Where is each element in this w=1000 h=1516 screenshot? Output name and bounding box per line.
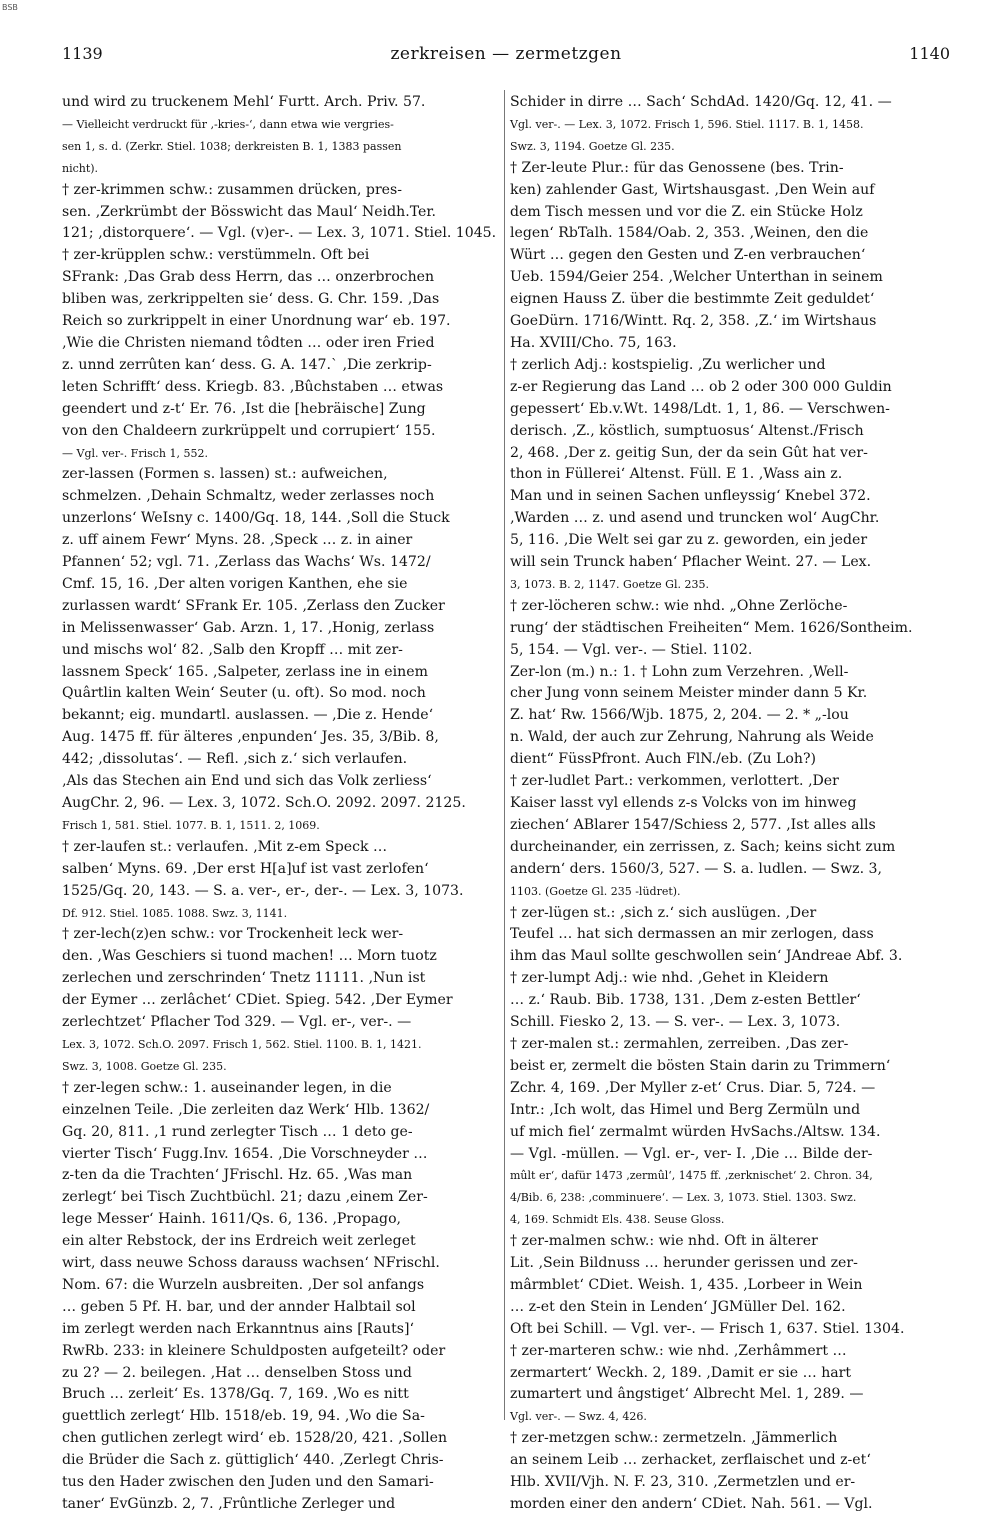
library-stamp: BSB: [2, 3, 18, 12]
text-line: Swz. 3, 1008. Goetze Gl. 235.: [62, 1059, 227, 1073]
text-line: SFrank: ‚Das Grab dess Herrn, das … onzerbrochen: [62, 269, 435, 286]
text-line: rung‘ der städtischen Freiheiten“ Mem. 1626/Sontheim.: [510, 619, 913, 636]
text-line: n. Wald, der auch zur Zehrung, Nahrung als Weide: [510, 729, 874, 746]
text-line: einzelnen Teile. ‚Die zerleiten daz Werk‘ Hlb. 1362/: [62, 1101, 430, 1118]
text-line: leten Schrifft‘ dess. Kriegb. 83. ‚Bûchstaben … etwas: [62, 378, 444, 395]
text-line: morden einer den andern‘ CDiet. Nah. 561. — Vgl.: [510, 1496, 873, 1512]
text-line: chen gutlichen zerlegt wird‘ eb. 1528/20, 421. ‚Sollen: [62, 1430, 448, 1447]
text-line: mârmblet‘ CDiet. Weish. 1, 435. ‚Lorbeer in Wein: [510, 1276, 863, 1293]
text-line: Nom. 67: die Wurzeln ausbreiten. ‚Der sol anfangs: [62, 1276, 425, 1293]
text-line: die Brüder die Sach z. güttiglich‘ 440. ‚Zerlegt Chris-: [62, 1452, 444, 1469]
text-line: lege Messer‘ Hainh. 1611/Qs. 6, 136. ‚Propago,: [62, 1211, 402, 1228]
text-line: † zer-löcheren schw.: wie nhd. „Ohne Zerlöche-: [510, 597, 848, 614]
text-line: Aug. 1475 ff. für älteres ‚enpunden‘ Jes. 35, 3/Bib. 8,: [62, 729, 439, 746]
text-line: Zer-lon (m.) n.: 1. † Lohn zum Verzehren. ‚Well-: [510, 663, 849, 680]
text-line: der Eymer … zerlâchet‘ CDiet. Spieg. 542. ‚Der Eymer: [62, 992, 453, 1009]
text-line: Kaiser lasst vyl ellends z-s Volcks von im hinweg: [510, 795, 857, 811]
text-line: Bruch … zerleit‘ Es. 1378/Gq. 7, 169. ‚Wo es nitt: [62, 1386, 409, 1403]
text-line: — Vielleicht verdruckt für ‚-kries-‘, dann etwa wie vergries-: [62, 117, 394, 131]
text-line: andern‘ ders. 1560/3, 527. — S. a. ludlen. — Swz. 3,: [510, 860, 882, 877]
text-line: gepessert‘ Eb.v.Wt. 1498/Ldt. 1, 1, 86. — Verschwen-: [510, 400, 890, 417]
text-line: 442; ‚dissolutas‘. — Refl. ‚sich z.‘ sich verlaufen.: [62, 751, 408, 768]
text-line: z-ten da die Trachten‘ JFrischl. Hz. 65. ‚Was man: [62, 1167, 413, 1184]
text-line: 5, 116. ‚Die Welt sei gar zu z. geworden, ein jeder: [510, 532, 868, 549]
text-line: z. uff ainem Fewr‘ Myns. 28. ‚Speck … z. in ainer: [62, 532, 413, 549]
text-line: Swz. 3, 1194. Goetze Gl. 235.: [510, 139, 675, 153]
text-line: tus den Hader zwischen den Juden und den Samari-: [62, 1474, 434, 1491]
text-line: dient“ FüssPfront. Auch FlN./eb. (Zu Loh?): [510, 751, 817, 768]
page-number-right: 1140: [909, 44, 950, 63]
text-line: in Melissenwasser‘ Gab. Arzn. 1, 17. ‚Honig, zerlass: [62, 619, 435, 636]
text-line: 4/Bib. 6, 238: ‚comminuere‘. — Lex. 3, 1073. Stiel. 1303. Swz.: [510, 1191, 857, 1205]
text-line: † zer-krimmen schw.: zusammen drücken, pres-: [62, 181, 403, 198]
text-line: † zer-marteren schw.: wie nhd. ‚Zerhâmmert …: [510, 1342, 847, 1359]
text-line: salben‘ Myns. 69. ‚Der erst H[a]uf ist vast zerlofen‘: [62, 860, 429, 877]
page-header: [62, 44, 950, 68]
text-line: dem Tisch messen und vor die Z. ein Stücke Holz: [510, 203, 863, 220]
text-line: Schider in dirre … Sach‘ SchdAd. 1420/Gq. 12, 41. —: [510, 94, 892, 110]
text-line: zerlechen und zerschrinden‘ Tnetz 11111. ‚Nun ist: [62, 970, 426, 987]
text-line: sen. ‚Zerkrümbt der Bösswicht das Maul‘ Neidh.Ter.: [62, 203, 437, 220]
text-line: … z-et den Stein in Lenden‘ JGMüller Del. 162.: [510, 1298, 846, 1315]
text-line: will sein Trunck haben‘ Pflacher Weint. 27. — Lex.: [510, 554, 872, 571]
text-line: † zer-legen schw.: 1. auseinander legen, in die: [62, 1079, 392, 1096]
text-line: 1525/Gq. 20, 143. — S. a. ver-, er-, der-. — Lex. 3, 1073.: [62, 882, 464, 899]
text-line: † zer-metzgen schw.: zermetzeln. ‚Jämmerlich: [510, 1430, 838, 1447]
text-line: z-er Regierung das Land … ob 2 oder 300 000 Guldin: [510, 378, 892, 395]
text-line: Lex. 3, 1072. Sch.O. 2097. Frisch 1, 562. Stiel. 1100. B. 1, 1421.: [62, 1037, 422, 1051]
column-divider: [504, 90, 505, 1420]
text-line: Ha. XVIII/Cho. 75, 163.: [510, 334, 677, 351]
text-line: † zer-krüpplen schw.: verstümmeln. Oft bei: [62, 247, 370, 264]
right-column: [510, 92, 950, 1512]
text-line: und wird zu truckenem Mehl‘ Furtt. Arch. Priv. 57.: [62, 94, 426, 110]
text-line: nicht).: [62, 161, 99, 175]
text-line: RwRb. 233: in kleinere Schuldposten aufgeteilt? oder: [62, 1342, 446, 1359]
text-line: thon in Füllerei‘ Altenst. Füll. E 1. ‚Wass ain z.: [510, 466, 843, 483]
text-line: 121; ‚distorquere‘. — Vgl. (v)er-. — Lex. 3, 1071. Stiel. 1045.: [62, 225, 497, 242]
text-line: † zer-malmen schw.: wie nhd. Oft in älterer: [510, 1233, 818, 1250]
text-line: Oft bei Schill. — Vgl. ver-. — Frisch 1, 637. Stiel. 1304.: [510, 1320, 905, 1337]
text-line: Schill. Fiesko 2, 13. — S. ver-. — Lex. 3, 1073.: [510, 1014, 841, 1031]
text-line: AugChr. 2, 96. — Lex. 3, 1072. Sch.O. 2092. 2097. 2125.: [62, 795, 466, 811]
text-line: an seinem Leib … zerhacket, zerflaischet und z-et‘: [510, 1452, 871, 1469]
text-line: Quârtlin kalten Wein‘ Seuter (u. oft). So mod. noch: [62, 685, 426, 702]
text-line: † zer-lech(z)en schw.: vor Trockenheit leck wer-: [62, 926, 404, 943]
text-line: 5, 154. — Vgl. ver-. — Stiel. 1102.: [510, 641, 753, 658]
text-line: vierter Tisch‘ Fugg.Inv. 1654. ‚Die Vorschneyder …: [62, 1145, 428, 1162]
text-line: Würt … gegen den Gesten und Z-en verbrauchen‘: [510, 247, 866, 264]
text-line: ein alter Rebstock, der ins Erdreich weit zerleget: [62, 1233, 416, 1250]
text-line: zerlechtzet‘ Pflacher Tod 329. — Vgl. er-, ver-. —: [62, 1014, 412, 1031]
text-line: Reich so zurkrippelt in einer Unordnung war‘ eb. 197.: [62, 313, 451, 330]
text-line: von den Chaldeern zurkrüppelt und corrupiert‘ 155.: [62, 422, 436, 439]
text-line: legen‘ RbTalh. 1584/Oab. 2, 353. ‚Weinen, den die: [510, 225, 869, 242]
text-line: Lit. ‚Sein Bildnuss … herunder gerissen und zer-: [510, 1255, 858, 1272]
text-line: eignen Hauss Z. über die bestimmte Zeit geduldet‘: [510, 291, 875, 308]
text-line: zerlegt‘ bei Tisch Zuchtbüchl. 21; dazu ‚einem Zer-: [62, 1189, 428, 1206]
text-line: wirt, dass neuwe Schoss darauss wachsen‘ NFrischl.: [62, 1255, 440, 1272]
text-line: Vgl. ver-. — Swz. 4, 426.: [510, 1410, 647, 1424]
text-line: Ueb. 1594/Geier 254. ‚Welcher Unterthan in seinem: [510, 269, 883, 286]
text-line: 4, 169. Schmidt Els. 438. Seuse Gloss.: [510, 1213, 725, 1227]
text-line: ‚Wie die Christen niemand tôdten … oder iren Fried: [62, 334, 435, 351]
text-line: zu 2? — 2. beilegen. ‚Hat … denselben Stoss und: [62, 1364, 412, 1381]
text-line: ‚Als das Stechen ain End und sich das Volk zerliess‘: [62, 773, 432, 790]
text-line: Vgl. ver-. — Lex. 3, 1072. Frisch 1, 596. Stiel. 1117. B. 1, 1458.: [510, 117, 864, 131]
text-line: 2, 468. ‚Der z. geitig Sun, der da sein Gût hat ver-: [510, 444, 868, 461]
text-line: ziechen‘ ABlarer 1547/Schiess 2, 577. ‚Ist alles alls: [510, 816, 876, 833]
page-number-left: 1139: [62, 44, 103, 63]
text-line: — Vgl. ver-. Frisch 1, 552.: [62, 446, 208, 460]
text-line: derisch. ‚Z., köstlich, sumptuosus‘ Altenst./Frisch: [510, 422, 864, 439]
text-line: zermartert‘ Weckh. 2, 189. ‚Damit er sie … hart: [510, 1364, 852, 1381]
text-line: Hlb. XVII/Vjh. N. F. 23, 310. ‚Zermetzlen und er-: [510, 1474, 856, 1491]
text-line: Z. hat‘ Rw. 1566/Wjb. 1875, 2, 204. — 2. * „-lou: [510, 707, 849, 724]
text-line: Zchr. 4, 169. ‚Der Myller z-et‘ Crus. Diar. 5, 724. —: [510, 1079, 876, 1096]
text-line: † Zer-leute Plur.: für das Genossene (bes. Trin-: [510, 159, 844, 176]
text-line: … z.‘ Raub. Bib. 1738, 131. ‚Dem z-esten Bettler‘: [510, 992, 861, 1009]
text-line: bliben was, zerkrippelten sie‘ dess. G. Chr. 159. ‚Das: [62, 291, 440, 308]
text-line: mûlt er‘, dafür 1473 ‚zermûl‘, 1475 ff. ‚zerknischet‘ 2. Chron. 34,: [510, 1169, 873, 1183]
text-line: im zerlegt werden nach Erkanntnus ains [Rauts]‘: [62, 1320, 414, 1337]
text-line: † zerlich Adj.: kostspielig. ‚Zu werlicher und: [510, 356, 826, 373]
text-line: taner‘ EvGünzb. 2, 7. ‚Frûntliche Zerleger und: [62, 1496, 396, 1512]
text-line: Intr.: ‚Ich wolt, das Himel und Berg Zermüln und: [510, 1101, 861, 1118]
text-line: und mischs wol‘ 82. ‚Salb den Kropff … mit zer-: [62, 641, 403, 658]
text-line: uf mich fiel‘ zermalmt würden HvSachs./Altsw. 134.: [510, 1123, 881, 1140]
text-line: 1103. (Goetze Gl. 235 -lüdret).: [510, 884, 681, 898]
text-line: Teufel … hat sich dermassen an mir zerlogen, dass: [510, 926, 874, 943]
text-line: durcheinander, ein zerrissen, z. Sach; keins sicht zum: [510, 838, 896, 855]
text-line: † zer-ludlet Part.: verkommen, verlottert. ‚Der: [510, 773, 839, 790]
text-line: beist er, zermelt die bösten Stain darin zu Trimmern‘: [510, 1057, 891, 1074]
text-line: Gq. 20, 811. ‚1 rund zerlegter Tisch … 1 deto ge-: [62, 1123, 413, 1140]
text-line: ihm das Maul sollte geschwollen sein‘ JAndreae Abf. 3.: [510, 948, 903, 965]
text-line: † zer-laufen st.: verlaufen. ‚Mit z-em Speck …: [62, 838, 388, 855]
text-line: Df. 912. Stiel. 1085. 1088. Swz. 3, 1141.: [62, 906, 288, 920]
text-line: zurlassen wardt‘ SFrank Er. 105. ‚Zerlass den Zucker: [62, 597, 445, 614]
text-line: Pfannen‘ 52; vgl. 71. ‚Zerlass das Wachs‘ Ws. 1472/: [62, 554, 431, 571]
text-line: ken) zahlender Gast, Wirtshausgast. ‚Den Wein auf: [510, 181, 875, 198]
text-line: sen 1, s. d. (Zerkr. Stiel. 1038; derkreisten B. 1, 1383 passen: [62, 139, 402, 153]
text-line: lassnem Speck‘ 165. ‚Salpeter, zerlass ine in einem: [62, 663, 428, 680]
text-line: † zer-lügen st.: ‚sich z.‘ sich auslügen. ‚Der: [510, 904, 817, 921]
text-line: cher Jung vonn seinem Meister minder dann 5 Kr.: [510, 685, 868, 702]
text-line: zer-lassen (Formen s. lassen) st.: aufweichen,: [62, 466, 388, 483]
text-line: † zer-lumpt Adj.: wie nhd. ‚Gehet in Kleidern: [510, 970, 829, 987]
text-line: unzerlons‘ WeIsny c. 1400/Gq. 18, 144. ‚Soll die Stuck: [62, 510, 450, 527]
text-line: 3, 1073. B. 2, 1147. Goetze Gl. 235.: [510, 577, 709, 591]
text-line: … geben 5 Pf. H. bar, und der annder Halbtail sol: [62, 1298, 416, 1315]
text-line: — Vgl. -müllen. — Vgl. er-, ver- I. ‚Die … Bilde der-: [510, 1145, 873, 1162]
text-line: schmelzen. ‚Dehain Schmaltz, weder zerlasses noch: [62, 488, 435, 505]
text-line: geendert und z-t‘ Er. 76. ‚Ist die [hebräische] Zung: [62, 400, 426, 417]
text-line: Frisch 1, 581. Stiel. 1077. B. 1, 1511. 2, 1069.: [62, 818, 320, 832]
text-line: GoeDürn. 1716/Wintt. Rq. 2, 358. ‚Z.‘ im Wirtshaus: [510, 313, 877, 330]
text-line: guettlich zerlegt‘ Hlb. 1518/eb. 19, 94. ‚Wo die Sa-: [62, 1408, 425, 1425]
text-line: z. unnd zerrûten kan‘ dess. G. A. 147.ˋ ‚Die zerkrip-: [62, 356, 432, 373]
text-line: zumartert und ângstiget‘ Albrecht Mel. 1, 289. —: [510, 1386, 864, 1403]
text-line: Cmf. 15, 16. ‚Der alten vorigen Kanthen, ehe sie: [62, 575, 408, 592]
text-line: Man und in seinen Sachen unfleyssig‘ Knebel 372.: [510, 488, 871, 505]
text-line: ‚Warden … z. und asend und truncken wol‘ AugChr.: [510, 510, 880, 527]
running-title: zerkreisen — zermetzgen: [390, 44, 622, 64]
text-line: † zer-malen st.: zermahlen, zerreiben. ‚Das zer-: [510, 1035, 849, 1052]
text-line: den. ‚Was Geschiers si tuond machen! … Morn tuotz: [62, 948, 437, 965]
text-line: bekannt; eig. mundartl. auslassen. — ‚Die z. Hende‘: [62, 707, 434, 724]
left-column: [62, 92, 498, 1512]
